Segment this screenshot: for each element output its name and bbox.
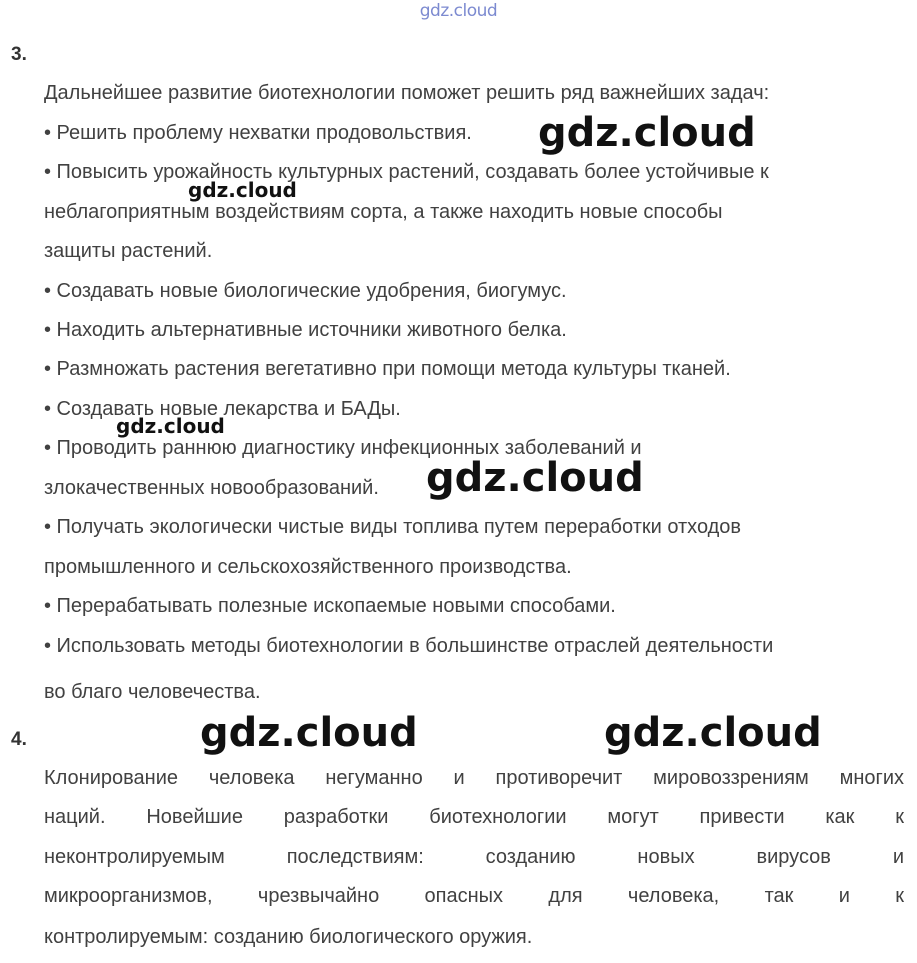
- question-number-3: 3.: [11, 44, 27, 65]
- q4-line-2: наций. Новейшие разработки биотехнологии могут привести как к: [44, 806, 904, 828]
- header-watermark: gdz.cloud: [419, 1, 498, 21]
- q3-bullet-yield: • Повысить урожайность культурных растений, создавать более устойчивые к: [44, 161, 769, 183]
- q3-bullet-minerals: • Перерабатывать полезные ископаемые новыми способами.: [44, 595, 616, 617]
- q3-bullet-fertilizers: • Создавать новые биологические удобрения, биогумус.: [44, 280, 567, 302]
- q3-bullet-medicines: • Создавать новые лекарства и БАДы.: [44, 398, 401, 420]
- q3-bullet-food: • Решить проблему нехватки продовольствия.: [44, 122, 472, 144]
- q4-line-4: микроорганизмов, чрезвычайно опасных для человека, так и к: [44, 885, 904, 907]
- watermark-gdz-cloud-3: gdz.cloud: [116, 414, 225, 438]
- q3-bullet-diagnostics-cont: злокачественных новообразований.: [44, 477, 379, 499]
- q4-line-1: Клонирование человека негуманно и противоречит мировоззрениям многих: [44, 767, 904, 789]
- question-number-4: 4.: [11, 729, 27, 750]
- q3-bullet-methods-cont: во благо человечества.: [44, 681, 261, 703]
- q3-bullet-yield-cont2: защиты растений.: [44, 240, 213, 262]
- q3-bullet-tissue-culture: • Размножать растения вегетативно при помощи метода культуры тканей.: [44, 358, 731, 380]
- watermark-gdz-cloud-1: gdz.cloud: [538, 110, 756, 156]
- watermark-gdz-cloud-5: gdz.cloud: [200, 710, 418, 756]
- watermark-gdz-cloud-6: gdz.cloud: [604, 710, 822, 756]
- q4-line-5: контролируемым: созданию биологического оружия.: [44, 926, 533, 948]
- q4-line-3: неконтролируемым последствиям: созданию новых вирусов и: [44, 846, 904, 868]
- q3-bullet-protein: • Находить альтернативные источники животного белка.: [44, 319, 567, 341]
- watermark-gdz-cloud-4: gdz.cloud: [426, 455, 644, 501]
- q3-bullet-methods: • Использовать методы биотехнологии в большинстве отраслей деятельности: [44, 635, 774, 657]
- q3-intro-line: Дальнейшее развитие биотехнологии поможет решить ряд важнейших задач:: [44, 82, 770, 104]
- q3-bullet-diagnostics: • Проводить раннюю диагностику инфекционных заболеваний и: [44, 437, 642, 459]
- q3-bullet-fuel: • Получать экологически чистые виды топлива путем переработки отходов: [44, 516, 742, 538]
- watermark-gdz-cloud-2: gdz.cloud: [188, 178, 297, 202]
- q3-bullet-fuel-cont: промышленного и сельскохозяйственного производства.: [44, 556, 572, 578]
- q3-bullet-yield-cont1: неблагоприятным воздействиям сорта, а также находить новые способы: [44, 201, 723, 223]
